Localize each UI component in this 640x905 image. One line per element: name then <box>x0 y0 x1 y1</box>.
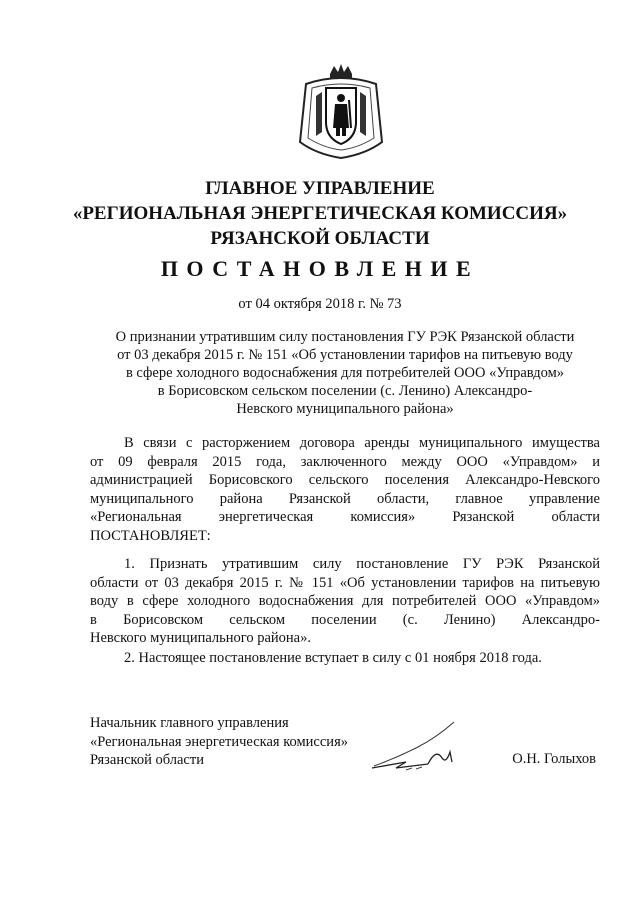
basis-paragraph <box>90 434 600 545</box>
document-date-number: от 04 октября 2018 г. № 73 <box>238 296 402 312</box>
signer-name: О.Н. Голыхов <box>512 751 596 767</box>
org-line-3: РЯЗАНСКОЙ ОБЛАСТИ <box>210 228 430 249</box>
document-subject <box>90 328 600 418</box>
position-line-3: Рязанской области <box>90 752 204 768</box>
item1-line: в Борисовском сельском поселении (с. Ленино) Александро- <box>90 611 600 628</box>
item1-line: 1. Признать утратившим силу постановление ГУ РЭК Рязанской <box>124 556 600 572</box>
position-line-1: Начальник главного управления <box>90 715 289 731</box>
basis-line: «Региональная энергетическая комиссия» Рязанской области <box>90 509 600 525</box>
item1-line: воду в сфере холодного водоснабжения для потребителей ООО «Управдом» <box>90 593 600 609</box>
basis-line: муниципального района Рязанской области, главное управление <box>90 490 600 507</box>
org-line-2: «РЕГИОНАЛЬНАЯ ЭНЕРГЕТИЧЕСКАЯ КОМИССИЯ» <box>72 203 568 224</box>
resolution-item-2 <box>90 649 600 668</box>
subject-line: от 03 декабря 2015 г. № 151 «Об установлении тарифов на питьевую воду <box>117 347 573 363</box>
org-line-1: ГЛАВНОЕ УПРАВЛЕНИЕ <box>205 178 435 199</box>
handwritten-signature-icon <box>366 718 466 776</box>
organization-name <box>0 176 640 251</box>
resolution-item-1 <box>90 555 600 648</box>
coat-of-arms-icon <box>296 62 386 162</box>
item1-line: Невского муниципального района». <box>90 630 311 646</box>
subject-line: О признании утратившим силу постановления ГУ РЭК Рязанской области <box>115 329 575 345</box>
basis-line: ПОСТАНОВЛЯЕТ: <box>90 527 211 544</box>
basis-line: от 09 февраля 2015 года, заключенного между ООО «Управдом» и <box>90 453 600 470</box>
subject-line: в Борисовском сельском поселении (с. Ленино) Александро- <box>157 383 533 399</box>
basis-line: В связи с расторжением договора аренды муниципального имущества <box>124 435 600 451</box>
position-line-2: «Региональная энергетическая комиссия» <box>90 733 348 750</box>
subject-line: в сфере холодного водоснабжения для потребителей ООО «Управдом» <box>125 365 565 381</box>
basis-line: администрацией Борисовского сельского поселения Александро-Невского <box>90 472 600 488</box>
item1-line: области от 03 декабря 2015 г. № 151 «Об установлении тарифов на питьевую <box>90 574 600 591</box>
signatory-position <box>90 714 348 770</box>
subject-line: Невского муниципального района» <box>236 401 454 417</box>
document-type-title: ПОСТАНОВЛЕНИЕ <box>160 256 480 281</box>
item2-line: 2. Настоящее постановление вступает в силу с 01 ноября 2018 года. <box>124 650 542 666</box>
